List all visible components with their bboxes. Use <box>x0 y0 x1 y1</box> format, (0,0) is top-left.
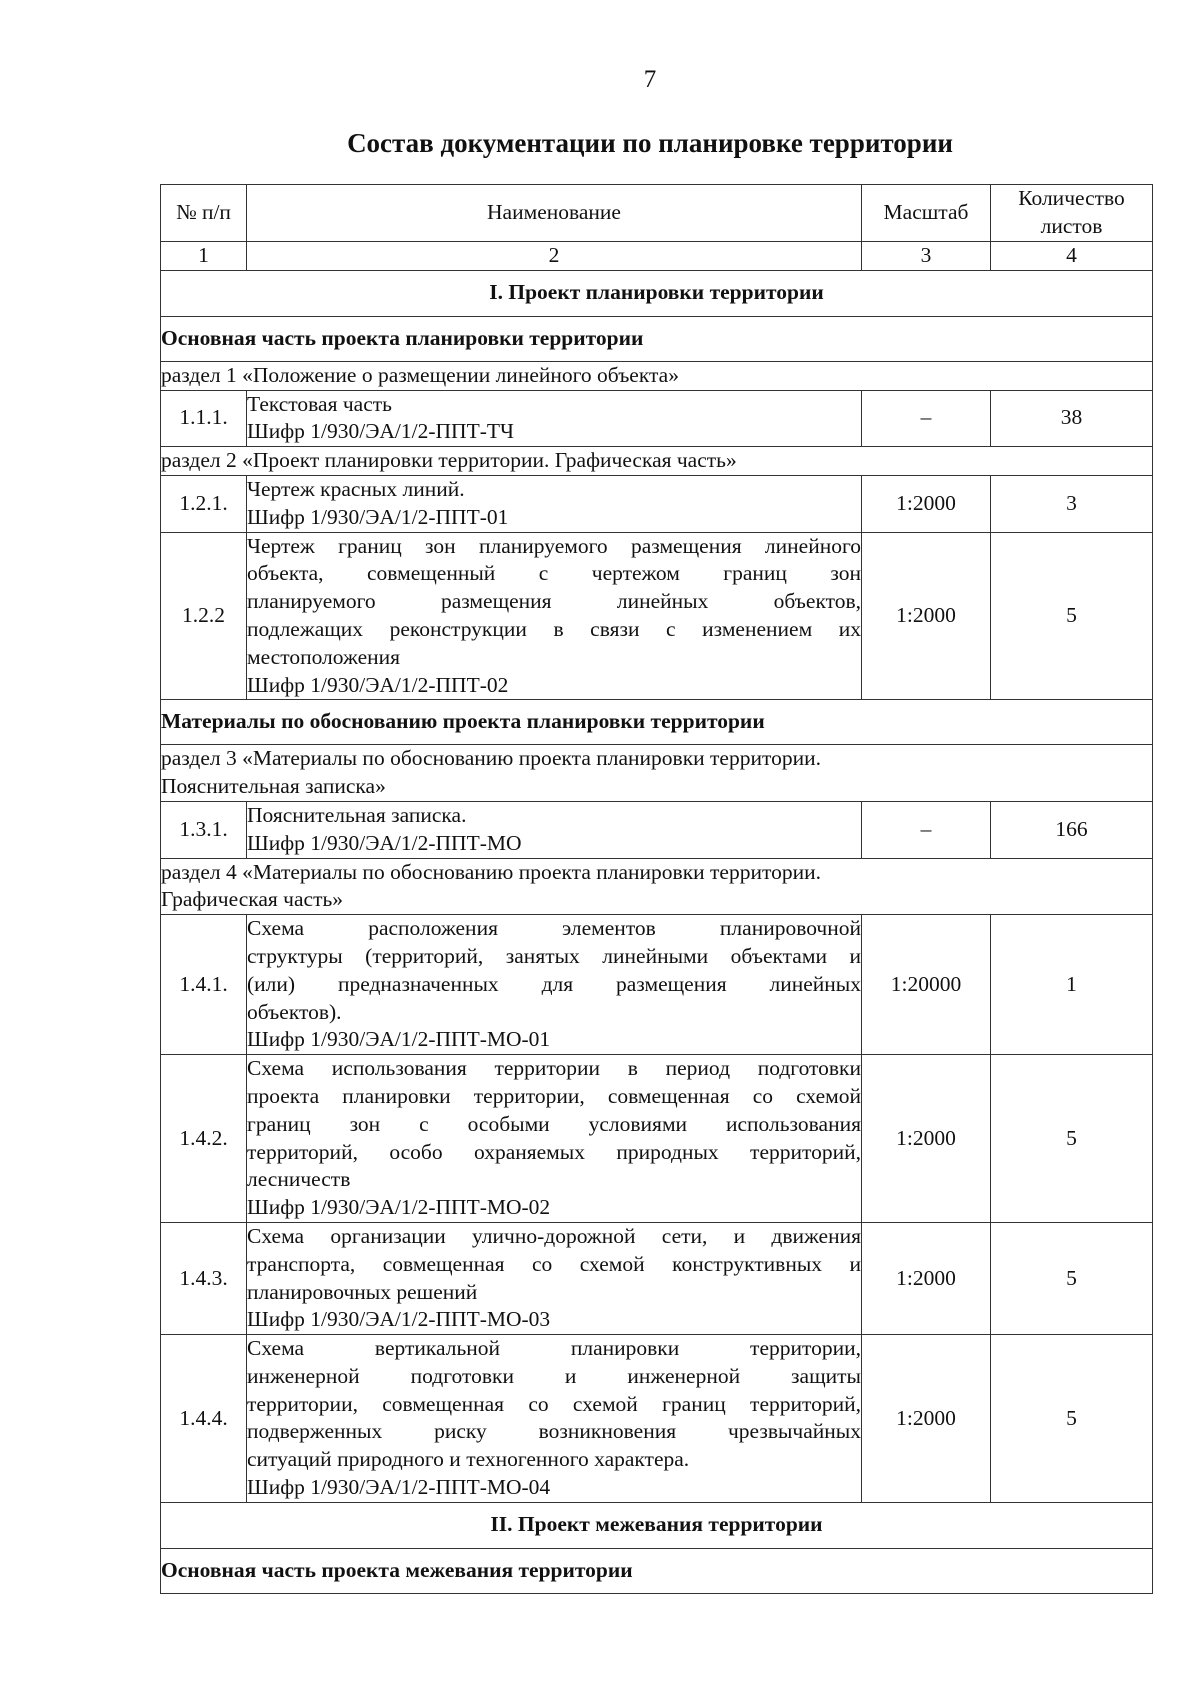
row-number: 1.3.1. <box>161 801 247 858</box>
section-row <box>161 361 1153 390</box>
row-sheets: 3 <box>991 475 1153 532</box>
row-number: 1.4.1. <box>161 915 247 1055</box>
table-row <box>161 1222 1153 1334</box>
subheading-main-surveying: Основная часть проекта межевания территории <box>161 1548 1153 1593</box>
part-heading-surveying: II. Проект межевания территории <box>161 1502 1153 1548</box>
section-4-title: раздел 4 «Материалы по обоснованию проекта планировки территории. Графическая часть» <box>161 858 1153 915</box>
subheading-justification: Материалы по обоснованию проекта планировки территории <box>161 700 1153 745</box>
section-row <box>161 858 1153 915</box>
row-name: Пояснительная записка. Шифр 1/930/ЭА/1/2-ППТ-МО <box>247 801 862 858</box>
header-sheets-line2: листов <box>1040 214 1103 238</box>
row-sheets: 1 <box>991 915 1153 1055</box>
row-name: Текстовая часть Шифр 1/930/ЭА/1/2-ППТ-ТЧ <box>247 390 862 447</box>
row-scale: 1:2000 <box>862 1055 991 1223</box>
section-row <box>161 447 1153 476</box>
index-cell: 4 <box>991 242 1153 271</box>
table-header-row <box>161 185 1153 242</box>
row-number: 1.4.4. <box>161 1335 247 1503</box>
row-name: Схема организации улично-дорожной сети, и движения транспорта, совмещенная со схемой конструктивных и планировочных решений Шифр 1/930/ЭА/1/2-ППТ-МО-03 <box>247 1222 862 1334</box>
column-index-row <box>161 242 1153 271</box>
row-sheets: 38 <box>991 390 1153 447</box>
table-row <box>161 801 1153 858</box>
page-number: 7 <box>643 66 657 93</box>
row-name: Схема использования территории в период подготовки проекта планировки территории, совмещенная со схемой границ зон с особыми условиями использования территорий, особо охраняемых природных территорий, лесничеств Шифр 1/930/ЭА/1/2-ППТ-МО-02 <box>247 1055 862 1223</box>
row-sheets: 5 <box>991 532 1153 700</box>
table-row <box>161 475 1153 532</box>
row-number: 1.4.2. <box>161 1055 247 1223</box>
table-row <box>161 1055 1153 1223</box>
row-scale: 1:2000 <box>862 1222 991 1334</box>
row-number: 1.2.2 <box>161 532 247 700</box>
index-cell: 1 <box>161 242 247 271</box>
header-sheets <box>991 185 1153 242</box>
index-cell: 2 <box>247 242 862 271</box>
row-name: Схема расположения элементов планировочной структуры (территорий, занятых линейными объектами и (или) предназначенных для размещения линейных объектов). Шифр 1/930/ЭА/1/2-ППТ-МО-01 <box>247 915 862 1055</box>
row-name: Чертеж красных линий. Шифр 1/930/ЭА/1/2-ППТ-01 <box>247 475 862 532</box>
row-name: Чертеж границ зон планируемого размещения линейного объекта, совмещенный с чертежом границ зон планируемого размещения линейных объектов, подлежащих реконструкции в связи с изменением их местоположения Шифр 1/930/ЭА/1/2-ППТ-02 <box>247 532 862 700</box>
part-heading-planning: I. Проект планировки территории <box>161 270 1153 316</box>
table-row <box>161 1335 1153 1503</box>
row-number: 1.2.1. <box>161 475 247 532</box>
header-sheets-line1: Количество <box>1018 186 1125 211</box>
subheading-main-planning: Основная часть проекта планировки территории <box>161 316 1153 361</box>
section-3-title: раздел 3 «Материалы по обоснованию проекта планировки территории. Пояснительная записка» <box>161 745 1153 802</box>
index-cell: 3 <box>862 242 991 271</box>
row-number: 1.1.1. <box>161 390 247 447</box>
section-row <box>161 745 1153 802</box>
subheading-row <box>161 1548 1153 1593</box>
row-sheets: 5 <box>991 1055 1153 1223</box>
row-scale: 1:2000 <box>862 532 991 700</box>
part-heading-row <box>161 1502 1153 1548</box>
row-sheets: 166 <box>991 801 1153 858</box>
row-number: 1.4.3. <box>161 1222 247 1334</box>
row-scale: – <box>862 801 991 858</box>
row-name: Схема вертикальной планировки территории, инженерной подготовки и инженерной защиты территории, совмещенная со схемой границ территорий, подверженных риску возникновения чрезвычайных ситуаций природного и техногенного характера. Шифр 1/930/ЭА/1/2-ППТ-МО-04 <box>247 1335 862 1503</box>
row-scale: 1:20000 <box>862 915 991 1055</box>
part-heading-row <box>161 270 1153 316</box>
subheading-row <box>161 700 1153 745</box>
table-row <box>161 532 1153 700</box>
subheading-row <box>161 316 1153 361</box>
document-title: Состав документации по планировке территории <box>347 128 953 158</box>
row-sheets: 5 <box>991 1335 1153 1503</box>
header-name: Наименование <box>247 185 862 242</box>
table-row <box>161 915 1153 1055</box>
table-row <box>161 390 1153 447</box>
section-1-title: раздел 1 «Положение о размещении линейного объекта» <box>161 361 1153 390</box>
section-2-title: раздел 2 «Проект планировки территории. Графическая часть» <box>161 447 1153 476</box>
row-scale: 1:2000 <box>862 475 991 532</box>
row-scale: – <box>862 390 991 447</box>
row-sheets: 5 <box>991 1222 1153 1334</box>
documentation-table <box>160 184 1153 1594</box>
row-scale: 1:2000 <box>862 1335 991 1503</box>
header-number: № п/п <box>161 185 247 242</box>
header-scale: Масштаб <box>862 185 991 242</box>
